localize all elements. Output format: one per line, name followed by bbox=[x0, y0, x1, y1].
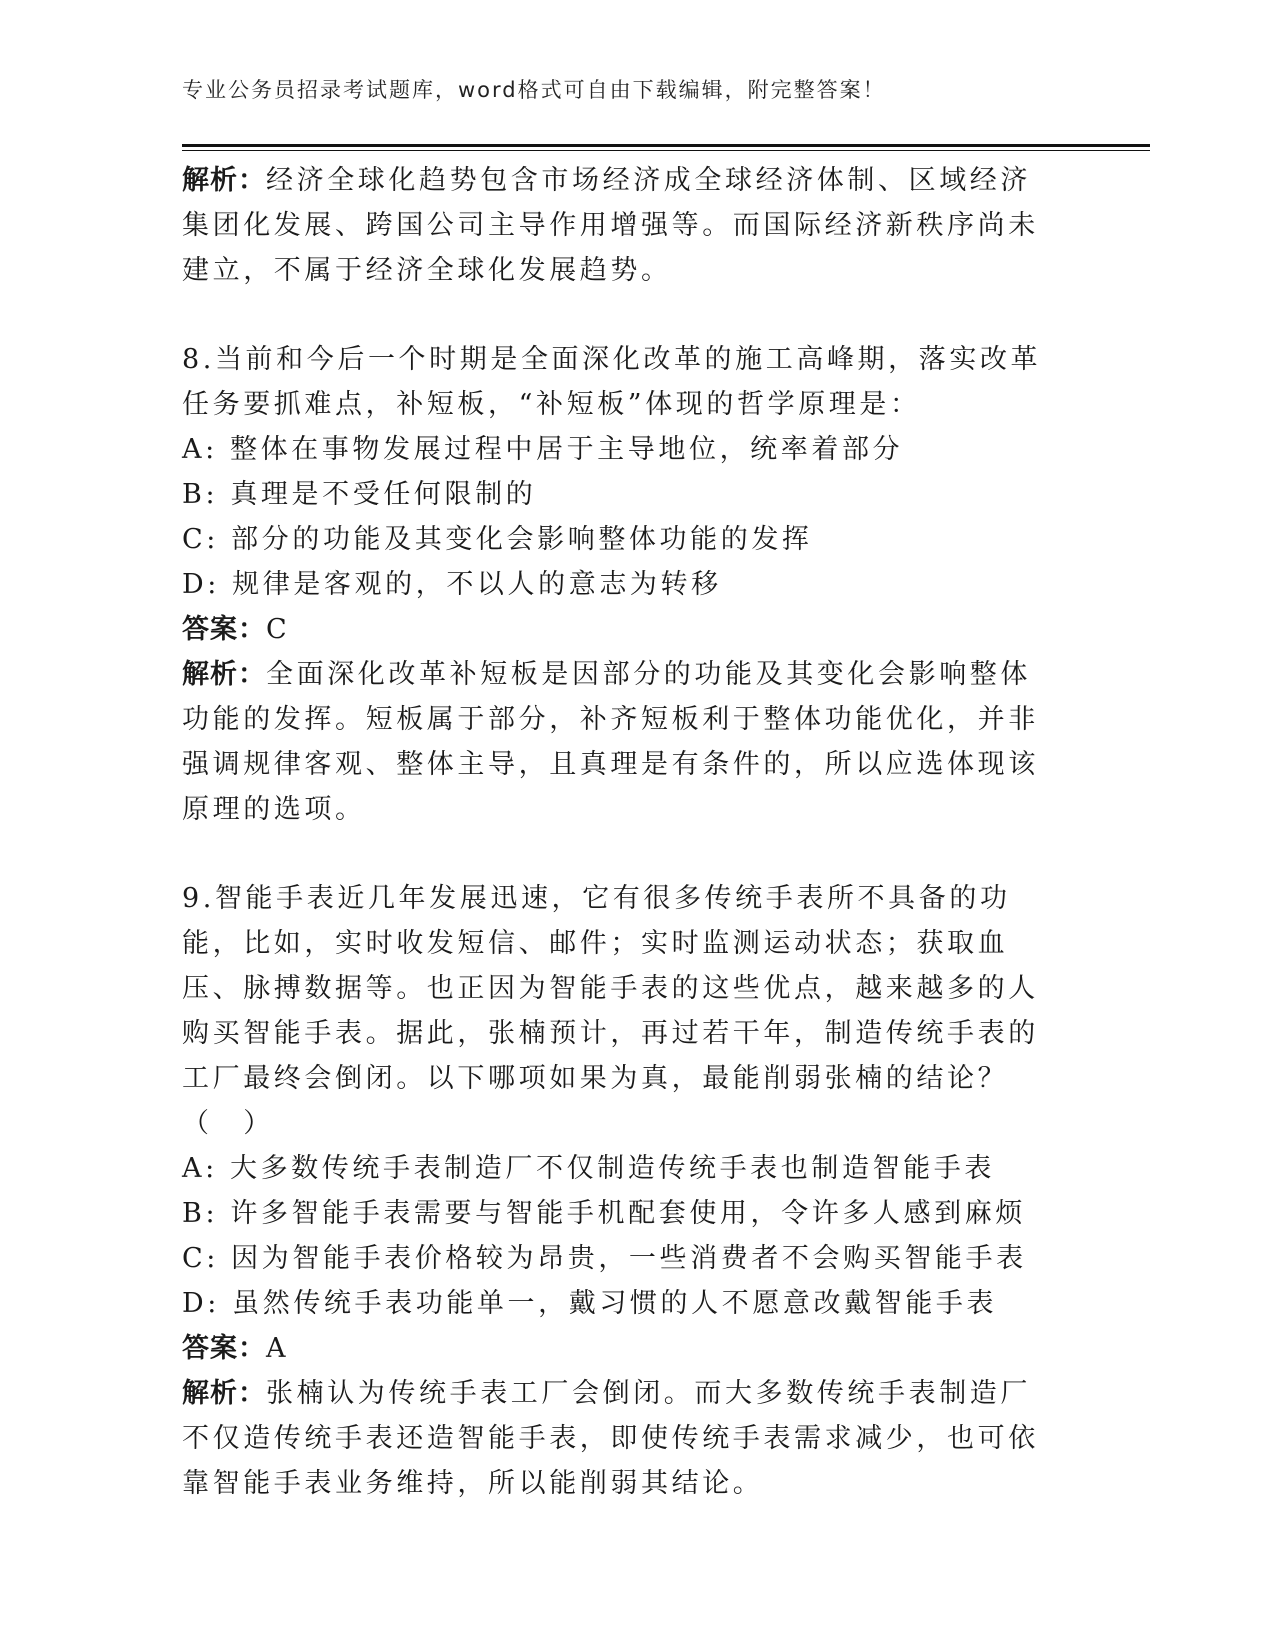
answer-line bbox=[182, 1326, 1052, 1371]
option-c: C: 因为智能手表价格较为昂贵，一些消费者不会购买智能手表 bbox=[182, 1243, 1027, 1274]
option-d: D: 规律是客观的，不以人的意志为转移 bbox=[182, 569, 722, 600]
analysis-text: 张楠认为传统手表工厂会倒闭。而大多数传统手表制造厂不仅造传统手表还造智能手表，即使传统手表需求减少，也可依靠智能手表业务维持，所以能削弱其结论。 bbox=[182, 1378, 1039, 1499]
question-8 bbox=[182, 337, 1052, 832]
option-b: B: 真理是不受任何限制的 bbox=[182, 479, 537, 510]
analysis-paragraph bbox=[182, 1371, 1052, 1506]
option-a: A: 大多数传统手表制造厂不仅制造传统手表也制造智能手表 bbox=[182, 1153, 995, 1184]
answer-label: 答案： bbox=[182, 614, 266, 645]
option-a: A: 整体在事物发展过程中居于主导地位，统率着部分 bbox=[182, 434, 904, 465]
header-rule-thick bbox=[182, 144, 1150, 147]
option-b: B: 许多智能手表需要与智能手机配套使用，令许多人感到麻烦 bbox=[182, 1198, 1026, 1229]
analysis-label: 解析： bbox=[182, 1378, 266, 1409]
answer-value: C bbox=[266, 614, 291, 645]
answer-line bbox=[182, 607, 1052, 652]
analysis-label: 解析： bbox=[182, 659, 266, 690]
analysis-text: 经济全球化趋势包含市场经济成全球经济体制、区域经济集团化发展、跨国公司主导作用增强等。而国际经济新秩序尚未建立，不属于经济全球化发展趋势。 bbox=[182, 165, 1039, 286]
answer-value: A bbox=[266, 1333, 290, 1364]
question-9 bbox=[182, 876, 1052, 1506]
option-c: C: 部分的功能及其变化会影响整体功能的发挥 bbox=[182, 524, 813, 555]
option-d: D: 虽然传统手表功能单一，戴习惯的人不愿意改戴智能手表 bbox=[182, 1288, 998, 1319]
analysis-paragraph bbox=[182, 652, 1052, 832]
analysis-text: 全面深化改革补短板是因部分的功能及其变化会影响整体功能的发挥。短板属于部分，补齐短板利于整体功能优化，并非强调规律客观、整体主导，且真理是有条件的，所以应选体现该原理的选项。 bbox=[182, 659, 1039, 825]
header-rule-thin bbox=[182, 150, 1150, 151]
question-stem: 9.智能手表近几年发展迅速，它有很多传统手表所不具备的功能，比如，实时收发短信、邮件；实时监测运动状态；获取血压、脉搏数据等。也正因为智能手表的这些优点，越来越多的人购买智能手表。据此，张楠预计，再过若干年，制造传统手表的工厂最终会倒闭。以下哪项如果为真，最能削弱张楠的结论？（ ） bbox=[182, 883, 1039, 1139]
page-header: 专业公务员招录考试题库，word格式可自由下载编辑，附完整答案！ bbox=[182, 78, 886, 102]
analysis-paragraph bbox=[182, 158, 1052, 293]
answer-label: 答案： bbox=[182, 1333, 266, 1364]
spacer bbox=[182, 293, 1052, 337]
analysis-label: 解析： bbox=[182, 165, 266, 196]
document-body bbox=[182, 158, 1052, 1506]
question-stem: 8.当前和今后一个时期是全面深化改革的施工高峰期，落实改革任务要抓难点，补短板，“补短板”体现的哲学原理是： bbox=[182, 344, 1042, 420]
spacer bbox=[182, 832, 1052, 876]
